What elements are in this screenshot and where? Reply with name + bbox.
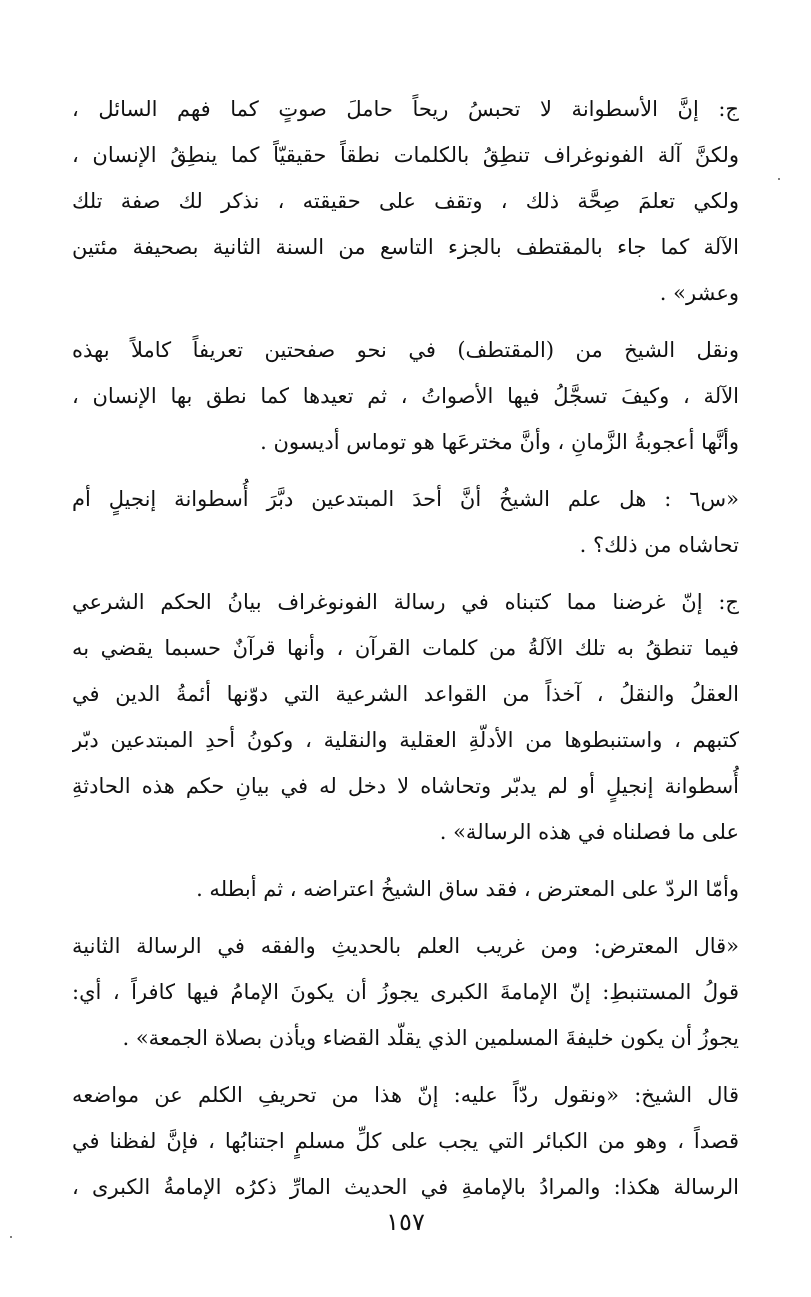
text-line: العقلُ والنقلُ ، آخذاً من القواعد الشرعية التي دوّنها أئمةُ الدين في [72, 682, 739, 706]
text-line: وأنَّها أعجوبةُ الزَّمانِ ، وأنَّ مخترعَها هو توماس أديسون . [260, 430, 739, 454]
text-line: تحاشاه من ذلك؟ . [579, 533, 739, 557]
text-line: الآلة ، وكيفَ تسجَّلُ فيها الأصواتُ ، ثم تعيدها كما نطق بها الإنسان ، [72, 384, 739, 408]
scan-speck [10, 1236, 12, 1238]
scan-speck [778, 178, 780, 180]
text-line: قصداً ، وهو من الكبائر التي يجب على كلِّ مسلمٍ اجتنابُها ، فإنَّ لفظنا في [72, 1129, 739, 1153]
paragraph [72, 327, 739, 465]
paragraph [72, 923, 739, 1061]
text-line: قال الشيخ: «ونقول ردّاً عليه: إنّ هذا من تحريفِ الكلم عن مواضعه [72, 1083, 739, 1107]
text-line: أُسطوانة إنجيلٍ أو لم يدبّر وتحاشاه لا دخل له في بيانِ حكم هذه الحادثةِ [72, 774, 739, 798]
text-line: وأمّا الردّ على المعترض ، فقد ساق الشيخُ اعتراضه ، ثم أبطله . [196, 877, 739, 901]
paragraph [72, 86, 739, 316]
text-line: قولُ المستنبطِ: إنّ الإمامةَ الكبرى يجوزُ أن يكونَ الإمامُ فيها كافراً ، أي: [72, 980, 739, 1004]
text-line: وعشر» . [659, 281, 739, 305]
paragraph [72, 476, 739, 568]
text-line: الآلة كما جاء بالمقتطف بالجزء التاسع من السنة الثانية بصحيفة مئتين [72, 235, 739, 259]
text-line: كتبهم ، واستنبطوها من الأدلّةِ العقلية والنقلية ، وكونُ أحدِ المبتدعين دبّر [72, 728, 739, 752]
page-body-text [72, 86, 739, 1210]
text-line: ولكي تعلمَ صِحَّة ذلك ، وتقف على حقيقته ، نذكر لك صفة تلك [72, 189, 739, 213]
paragraph [72, 866, 739, 912]
text-line: «قال المعترض: ومن غريب العلم بالحديثِ والفقه في الرسالة الثانية [72, 934, 739, 958]
paragraph [72, 579, 739, 855]
text-line: الرسالة هكذا: والمرادُ بالإمامةِ في الحديث المارِّ ذكرُه الإمامةُ الكبرى ، [72, 1175, 739, 1199]
text-line: «س٦ : هل علم الشيخُ أنَّ أحدَ المبتدعين دبَّرَ أُسطوانة إنجيلٍ أم [72, 487, 739, 511]
text-line: ولكنَّ آلة الفونوغراف تنطِقُ بالكلمات نطقاً حقيقيّاً كما ينطِقُ الإنسان ، [72, 143, 739, 167]
paragraph [72, 1072, 739, 1210]
text-line: على ما فصلناه في هذه الرسالة» . [439, 820, 739, 844]
text-line: فيما تنطقُ به تلك الآلةُ من كلمات القرآن ، وأنها قرآنٌ حسبما يقضي به [72, 636, 739, 660]
text-line: يجوزُ أن يكون خليفةَ المسلمين الذي يقلّد القضاء ويأذن بصلاة الجمعة» . [122, 1026, 739, 1050]
page-number: ١٥٧ [386, 1208, 425, 1236]
text-line: ج: إنَّ الأسطوانة لا تحبسُ ريحاً حاملَ صوتٍ كما فهم السائل ، [72, 97, 739, 121]
text-line: ج: إنّ غرضنا مما كتبناه في رسالة الفونوغراف بيانُ الحكم الشرعي [72, 590, 739, 614]
text-line: ونقل الشيخ من (المقتطف) في نحو صفحتين تعريفاً كاملاً بهذه [72, 338, 739, 362]
